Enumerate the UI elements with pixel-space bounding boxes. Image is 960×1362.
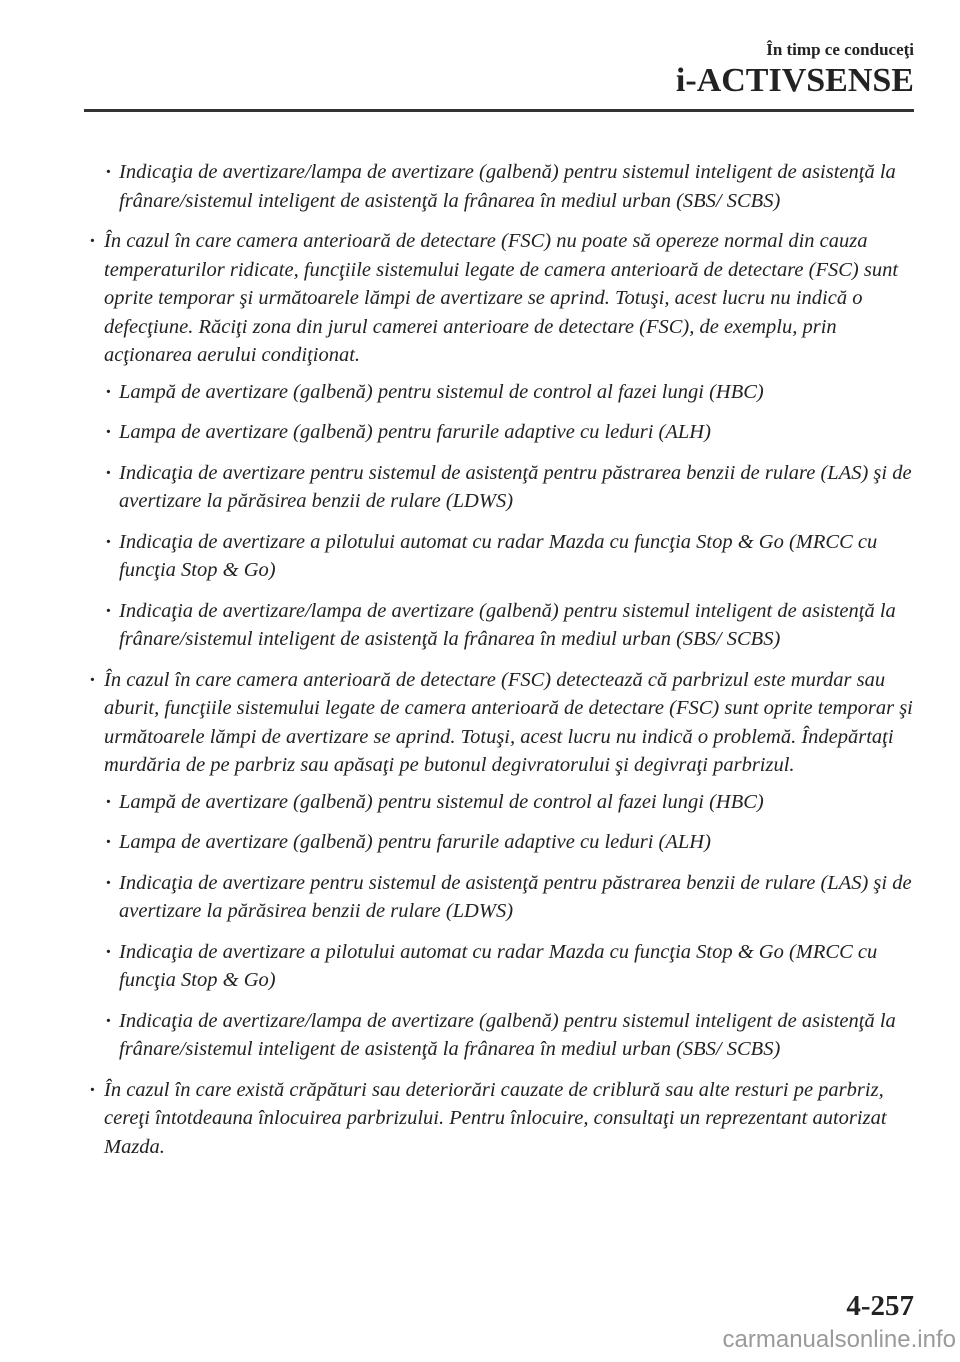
section-subtitle: În timp ce conduceţi [766, 40, 914, 59]
bullet-icon: · [105, 940, 112, 963]
page-number: 4-257 [846, 1290, 914, 1322]
header-divider [84, 109, 914, 112]
list-item: · Indicaţia de avertizare/lampa de avertizare (galbenă) pentru sistemul inteligent de asistenţă la frânare/sistemul inteligent de asistenţă la frânarea în mediul urban (SBS/ SCBS) [86, 158, 916, 215]
bullet-icon: · [105, 161, 112, 183]
list-item: · Indicaţia de avertizare/lampa de avertizare (galbenă) pentru sistemul inteligent de asistenţă la frânare/sistemul inteligent de asistenţă la frânarea în mediul urban (SBS/ SCBS) [86, 1007, 916, 1064]
list-item: · În cazul în care camera anterioară de detectare (FSC) nu poate să opereze normal din cauza temperaturilor ridicate, funcţiile sistemului legate de camera anterioară de detectare (FSC) sunt oprite temporar şi următoarele lămpi de avertizare se aprind. Totuşi, acest lucru nu indică o defecţiune. Răciţi zona din jurul camerei anterioare de detectare (FSC), de exemplu, prin acţionarea aerului condiţionat. [86, 227, 916, 370]
bullet-icon: · [105, 790, 112, 813]
list-item: · În cazul în care există crăpături sau deteriorări cauzate de criblură sau alte resturi pe parbriz, cereţi întotdeauna înlocuirea parbrizului. Pentru înlocuire, consultaţi un reprezentant autorizat Mazda. [86, 1076, 916, 1162]
bullet-icon: · [89, 230, 96, 252]
list-item: · Indicaţia de avertizare pentru sistemul de asistenţă pentru păstrarea benzii de rulare (LAS) şi de avertizare la părăsirea benzii de rulare (LDWS) [86, 459, 916, 516]
bullet-icon: · [89, 1078, 96, 1101]
list-item: · În cazul în care camera anterioară de detectare (FSC) detectează că parbrizul este murdar sau aburit, funcţiile sistemului legate de camera anterioară de detectare (FSC) sunt oprite temporar şi următoarele lămpi de avertizare se aprind. Totuşi, acest lucru nu indică o problemă. Îndepărtaţi murdăria de pe parbriz sau apăsaţi pe butonul degivratorului şi degivraţi parbrizul. [86, 666, 916, 780]
bullet-icon: · [105, 599, 112, 622]
section-title: i-ACTIVSENSE [675, 62, 914, 99]
bullet-icon: · [105, 831, 112, 853]
page-header [676, 40, 914, 98]
bullet-icon: · [105, 530, 112, 553]
list-item: · Indicaţia de avertizare a pilotului automat cu radar Mazda cu funcţia Stop & Go (MRCC cu funcţia Stop & Go) [86, 938, 916, 995]
bullet-icon: · [105, 461, 112, 484]
list-item: · Lampa de avertizare (galbenă) pentru farurile adaptive cu leduri (ALH) [86, 828, 916, 857]
list-item: · Lampă de avertizare (galbenă) pentru sistemul de control al fazei lungi (HBC) [86, 378, 916, 407]
list-item: · Indicaţia de avertizare a pilotului automat cu radar Mazda cu funcţia Stop & Go (MRCC cu funcţia Stop & Go) [86, 528, 916, 585]
bullet-icon: · [105, 380, 112, 403]
list-item: · Lampa de avertizare (galbenă) pentru farurile adaptive cu leduri (ALH) [86, 418, 916, 447]
bullet-icon: · [105, 421, 112, 443]
watermark: carmanualsonline.info [722, 1326, 956, 1353]
bullet-icon: · [89, 668, 96, 691]
bullet-icon: · [105, 871, 112, 894]
content-list [86, 158, 916, 1169]
list-item: · Indicaţia de avertizare/lampa de avertizare (galbenă) pentru sistemul inteligent de asistenţă la frânare/sistemul inteligent de asistenţă la frânarea în mediul urban (SBS/ SCBS) [86, 597, 916, 654]
list-item: · Indicaţia de avertizare pentru sistemul de asistenţă pentru păstrarea benzii de rulare (LAS) şi de avertizare la părăsirea benzii de rulare (LDWS) [86, 869, 916, 926]
list-item: · Lampă de avertizare (galbenă) pentru sistemul de control al fazei lungi (HBC) [86, 788, 916, 817]
bullet-icon: · [105, 1009, 112, 1032]
